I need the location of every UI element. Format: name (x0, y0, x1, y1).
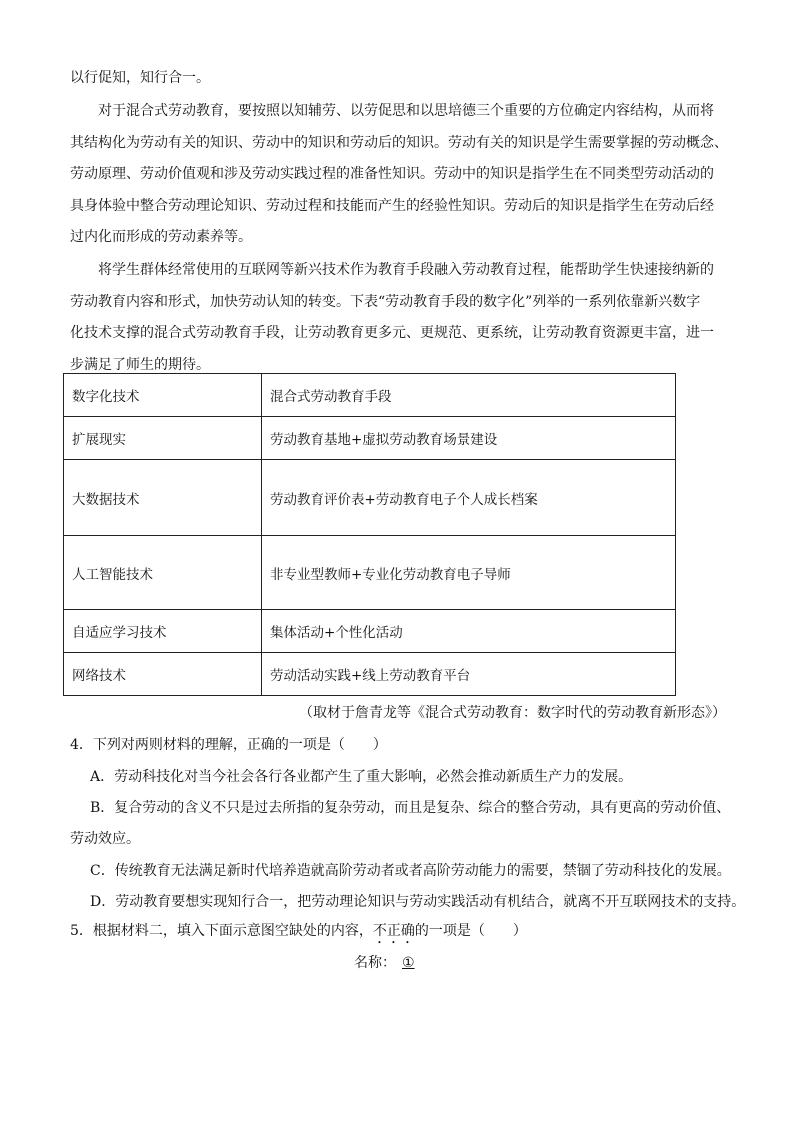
blank-1: ① (402, 955, 415, 971)
table-header-row (64, 374, 676, 417)
table-cell: 劳动活动实践+线上劳动教育平台 (262, 653, 676, 696)
question-4-option-b-cont: 劳动效应。 (70, 831, 140, 847)
table-cell: 集体活动+个性化活动 (262, 610, 676, 653)
table-cell: 劳动教育评价表+劳动教育电子个人成长档案 (262, 460, 676, 536)
table-cell: 非专业型教师+专业化劳动教育电子导师 (262, 536, 676, 610)
table-row (64, 417, 676, 460)
table-cell: 大数据技术 (64, 460, 262, 536)
table-cell: 扩展现实 (64, 417, 262, 460)
table-cell: 人工智能技术 (64, 536, 262, 610)
source-citation: （取材于詹青龙等《混合式劳动教育：数字时代的劳动教育新形态》） (299, 705, 726, 721)
digitalization-table (63, 373, 676, 696)
document-page: 以行促知，知行合一。 对于混合式劳动教育，要按照以知辅劳、以劳促思和以思培德三个重要的方位确定内容结构，从而将 其结构化为劳动有关的知识、劳动中的知识和劳动后的知识。劳动有关的知识是学生需要掌握的劳动概念、 劳动原理、劳动价值观和涉及劳动实践过程的准备性知识。劳动中的知识是指学生在不同类型劳动活动的 具身体验中整合劳动理论知识、劳动过程和技能而产生的经验性知识。劳动后的知识是指学生在劳动后经 过内化而形成的劳动素养等。 将学生群体经常使用的互联网等新兴技术作为教育手段融入劳动教育过程，能帮助学生快速接纳新的 劳动教育内容和形式，加快劳动认知的转变。下表“劳动教育手段的数字化”列举的一系列依靠新兴数字 化技术支撑的混合式劳动教育手段，让劳动教育更多元、更规范、更系统，让劳动教育资源更丰富，进一 步满足了师生的期待。 数字化技术 混合式劳动教育手段 扩展现实 劳动教育基地+虚拟劳动教育场景建设 大数据技术 劳动教育评价表+劳动教育电子个人成长档案 人工智能技术 非专业型教师+专业化劳动教育电子导师 自适应学习技术 集体活动+个性化活动 网络技术 劳动活动实践+线上劳动教育平台 （取材于詹青龙等《混合式劳动教育：数字时代的劳动教育新形态》） 4．下列对两则材料的理解，正确的一项是（ ） A．劳动科技化对当今社会各行各业都产生了重大影响，必然会推动新质生产力的发展。 B．复合劳动的含义不只是过去所指的复杂劳动，而且是复杂、综合的整合劳动，具有更高的劳动价值、 劳动效应。 C．传统教育无法满足新时代培养造就高阶劳动者或者高阶劳动能力的需要，禁锢了劳动科技化的发展。 D．劳动教育要想实现知行合一，把劳动理论知识与劳动实践活动有机结合，就离不开互联网技术的支持。 5．根据材料二，填入下面示意图空缺处的内容，不正确的一项是（ ） 名称： ① (0, 0, 794, 1123)
table-row (64, 460, 676, 536)
table-cell: 劳动教育基地+虚拟劳动教育场景建设 (262, 417, 676, 460)
table-cell: 混合式劳动教育手段 (262, 374, 676, 417)
question-4-option-a: A．劳动科技化对当今社会各行各业都产生了重大影响，必然会推动新质生产力的发展。 (90, 769, 633, 785)
emphasis-not-correct: 不正确 (372, 923, 415, 939)
table-row (64, 536, 676, 610)
table-row (64, 610, 676, 653)
table-cell: 数字化技术 (64, 374, 262, 417)
diagram-name-label: 名称： ① (354, 952, 421, 972)
question-5-stem: 5．根据材料二，填入下面示意图空缺处的内容，不正确的一项是（ ） (70, 923, 527, 939)
table-row (64, 653, 676, 696)
table-cell: 自适应学习技术 (64, 610, 262, 653)
table-cell: 网络技术 (64, 653, 262, 696)
question-4-option-d: D．劳动教育要想实现知行合一，把劳动理论知识与劳动实践活动有机结合，就离不开互联网技术的支持。 (90, 894, 746, 910)
question-4-option-b: B．复合劳动的含义不只是过去所指的复杂劳动，而且是复杂、综合的整合劳动，具有更高的劳动价值、 (90, 800, 731, 816)
question-4-stem: 4．下列对两则材料的理解，正确的一项是（ ） (70, 737, 387, 753)
question-4-option-c: C．传统教育无法满足新时代培养造就高阶劳动者或者高阶劳动能力的需要，禁锢了劳动科技化的发展。 (90, 863, 731, 879)
paragraph-intro-end: 以行促知，知行合一。 (70, 70, 210, 86)
